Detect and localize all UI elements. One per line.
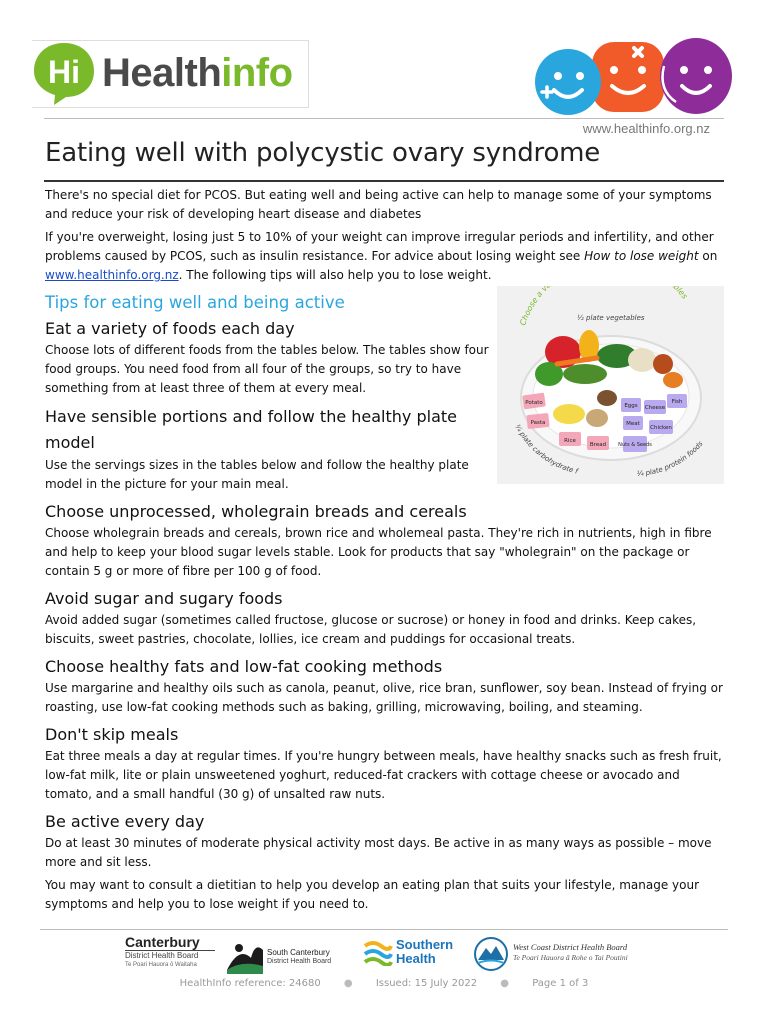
west-coast-dhb-logo bbox=[473, 934, 645, 978]
hi-speech-bubble-icon bbox=[32, 41, 96, 105]
intro-paragraph-1: There's no special diet for PCOS. But eating well and being active can help to manage some of your symptoms and reduce your risk of developing heart disease and diabetes bbox=[45, 188, 712, 221]
reference-number: HealthInfo reference: 24680 bbox=[179, 978, 321, 989]
logo-info-text: info bbox=[221, 51, 293, 95]
plate-arc-label: Choose a v bles bbox=[518, 286, 690, 327]
section-text: Choose lots of different foods from the tables below. The tables show four food groups. You need food from all four of the groups, so try to have something from at least three of them at every meal. bbox=[45, 343, 489, 395]
section-text: Use margarine and healthy oils such as canola, peanut, olive, rice bran, sunflower, soy bean. Instead of frying or roasting, use low-fat cooking methods such as baking, grilling, microwaving, boiling, and steaming. bbox=[45, 681, 723, 714]
canterbury-maori: Te Poari Hauora ō Waitaha bbox=[125, 962, 197, 968]
section-heading: Choose unprocessed, wholegrain breads and cereals bbox=[45, 502, 467, 521]
header-divider bbox=[44, 118, 724, 119]
canterbury-sub: District Health Board bbox=[125, 950, 215, 961]
west-coast-line1: West Coast District Health Board bbox=[513, 942, 628, 952]
southern-health-line1: Southern bbox=[396, 937, 454, 952]
lose-weight-title: How to lose weight bbox=[584, 249, 699, 263]
intro-paragraph-2 bbox=[45, 228, 725, 285]
section-heading: Don't skip meals bbox=[45, 725, 179, 744]
west-coast-emblem-icon bbox=[473, 936, 509, 972]
carb-item: Rice bbox=[564, 438, 576, 444]
partner-logos bbox=[125, 934, 645, 978]
healthinfo-link[interactable]: www.healthinfo.org.nz bbox=[45, 268, 179, 282]
west-coast-line2: Te Poari Hauora ā Rohe o Tai Poutini bbox=[513, 953, 628, 962]
healthy-plate-illustration bbox=[497, 286, 724, 484]
south-canterbury-dhb-logo bbox=[225, 934, 353, 978]
carb-item: Pasta bbox=[530, 420, 546, 426]
southern-health-logo bbox=[363, 934, 463, 978]
intro-text-before: If you're overweight, losing just 5 to 10% of your weight can improve irregular periods and infertility, and other problems caused by PCOS, such as insulin resistance. For advice about losing weight see bbox=[45, 230, 714, 263]
section-heading: Avoid sugar and sugary foods bbox=[45, 589, 283, 608]
section-text: Do at least 30 minutes of moderate physical activity most days. Be active in as many ways as possible – move more and sit less. bbox=[45, 836, 712, 869]
protein-item: Cheese bbox=[644, 405, 666, 411]
plate-protein-label: ¼ plate protein foods bbox=[636, 439, 705, 479]
page-number: Page 1 of 3 bbox=[532, 978, 589, 989]
section-text: Eat three meals a day at regular times. If you're hungry between meals, have healthy snacks such as fresh fruit, low-fat milk, lite or plain unsweetened yoghurt, reduced-fat crackers with cottage cheese or avocado and tomato, and a small handful (30 g) of unsalted raw nuts. bbox=[45, 749, 722, 801]
intro-text-after: . The following tips will also help you to lose weight. bbox=[178, 268, 492, 282]
closing-paragraph: You may want to consult a dietitian to help you develop an eating plan that suits your lifestyle, manage your symptoms and help you to lose weight if you need to. bbox=[45, 878, 700, 911]
logo-wordmark bbox=[102, 47, 293, 99]
south-canterbury-line1: South Canterbury bbox=[267, 948, 330, 957]
healthinfo-logo[interactable] bbox=[32, 40, 309, 108]
protein-item: Eggs bbox=[624, 403, 638, 409]
section-heading: Eat a variety of foods each day bbox=[45, 319, 295, 338]
footer-divider bbox=[40, 929, 728, 930]
section-text: Choose wholegrain breads and cereals, brown rice and wholemeal pasta. They're rich in nutrients, high in fibre and help to keep your blood sugar levels stable. Look for products that say "wholegrain" on the package or contain 5 g or more of fibre per 100 g of food. bbox=[45, 526, 712, 578]
site-url-link[interactable]: www.healthinfo.org.nz bbox=[582, 121, 710, 136]
page-title: Eating well with polycystic ovary syndrome bbox=[45, 138, 601, 168]
footer-meta bbox=[0, 978, 768, 989]
section-heading: Have sensible portions and follow the healthy plate model bbox=[45, 407, 457, 452]
title-divider bbox=[44, 180, 724, 182]
plate-carb-label: ¼ plate carbohydrate f bbox=[513, 423, 579, 476]
logo-hi-text: Hi bbox=[48, 54, 80, 90]
logo-health-text: Health bbox=[102, 51, 222, 95]
page-header bbox=[0, 0, 768, 140]
intro-text-on: on bbox=[698, 249, 718, 263]
southern-health-line2: Health bbox=[396, 951, 436, 966]
plate-veg-label: ½ plate vegetables bbox=[577, 314, 645, 322]
carb-item: Bread bbox=[589, 442, 607, 448]
protein-item: Fish bbox=[671, 399, 683, 405]
protein-item: Nuts & Seeds bbox=[618, 442, 652, 448]
section-heading: Be active every day bbox=[45, 812, 205, 831]
canterbury-name: Canterbury bbox=[125, 934, 200, 950]
south-canterbury-emblem-icon bbox=[225, 936, 265, 976]
section-text: Use the servings sizes in the tables below and follow the healthy plate model in the picture for your main meal. bbox=[45, 458, 469, 491]
carb-item: Potato bbox=[525, 400, 543, 406]
tips-heading: Tips for eating well and being active bbox=[45, 293, 345, 312]
protein-item: Meat bbox=[626, 421, 640, 427]
section-heading: Choose healthy fats and low-fat cooking methods bbox=[45, 657, 443, 676]
southern-health-wave-icon bbox=[363, 940, 393, 966]
separator-dot-icon: ● bbox=[343, 978, 353, 989]
healthy-plate-figure bbox=[497, 286, 724, 484]
protein-item: Chicken bbox=[650, 425, 672, 431]
section-text: Avoid added sugar (sometimes called fructose, glucose or sucrose) or honey in food and drinks. Keep cakes, biscuits, sweet pastries, chocolate, lollies, ice cream and puddings for occasional treats. bbox=[45, 613, 697, 646]
issued-date: Issued: 15 July 2022 bbox=[375, 978, 478, 989]
smiling-faces-icon bbox=[534, 36, 734, 116]
south-canterbury-line2: District Health Board bbox=[267, 958, 332, 965]
separator-dot-icon: ● bbox=[500, 978, 510, 989]
canterbury-dhb-logo bbox=[125, 934, 215, 978]
